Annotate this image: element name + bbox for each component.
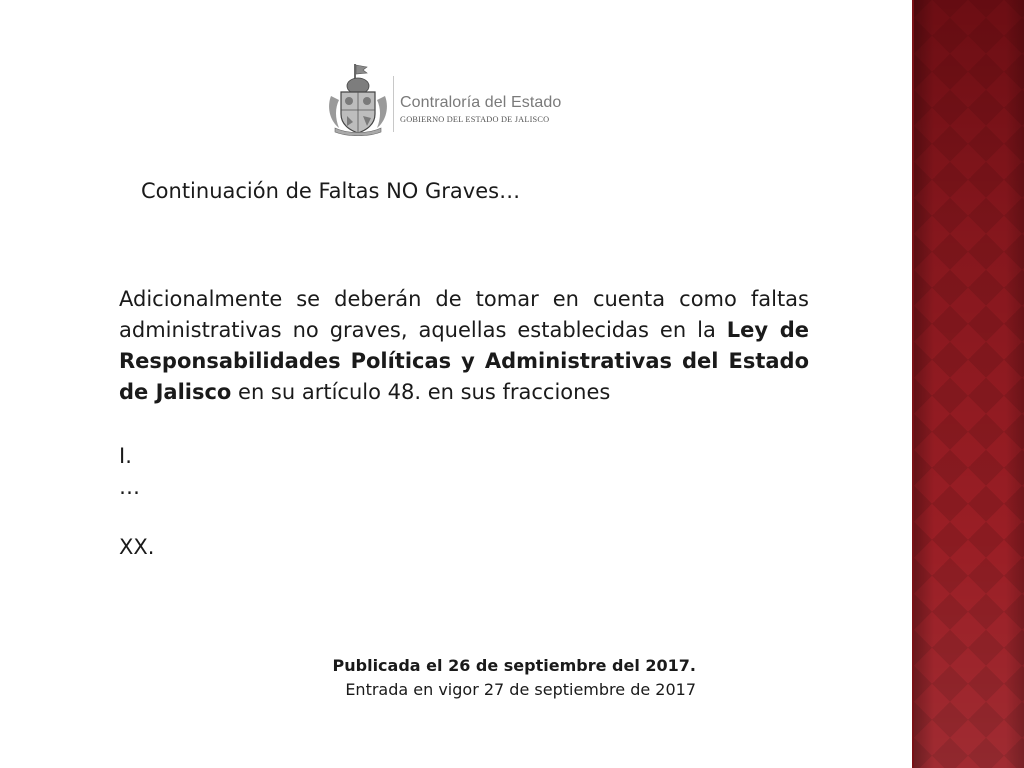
fraction-ellipsis: … <box>119 475 140 499</box>
law-name: Ley de Responsabilidades Políticas y Administrativas del Estado de Jalisco <box>119 318 809 404</box>
decorative-side-panel <box>912 0 1024 768</box>
publication-footer <box>333 654 696 702</box>
logo-title: Contraloría del Estado <box>400 94 562 111</box>
in-force-date: Entrada en vigor 27 de septiembre de 2017 <box>345 680 696 699</box>
slide-subtitle: Continuación de Faltas NO Graves… <box>141 179 521 203</box>
paragraph-text-2: en su artículo 48. en sus fracciones <box>231 380 611 404</box>
logo-divider <box>393 76 394 132</box>
published-date: Publicada el 26 de septiembre del 2017. <box>332 656 696 675</box>
logo-subtitle: GOBIERNO DEL ESTADO DE JALISCO <box>400 115 550 124</box>
jalisco-coat-of-arms-icon <box>325 62 391 136</box>
fraction-first: I. <box>119 444 132 468</box>
contraloria-logo <box>325 62 570 136</box>
fraction-last: XX. <box>119 535 155 559</box>
paragraph-text-1: Adicionalmente se deberán de tomar en cuenta como faltas administrativas no graves, aquellas establecidas en la <box>119 287 809 342</box>
body-paragraph <box>119 284 809 408</box>
